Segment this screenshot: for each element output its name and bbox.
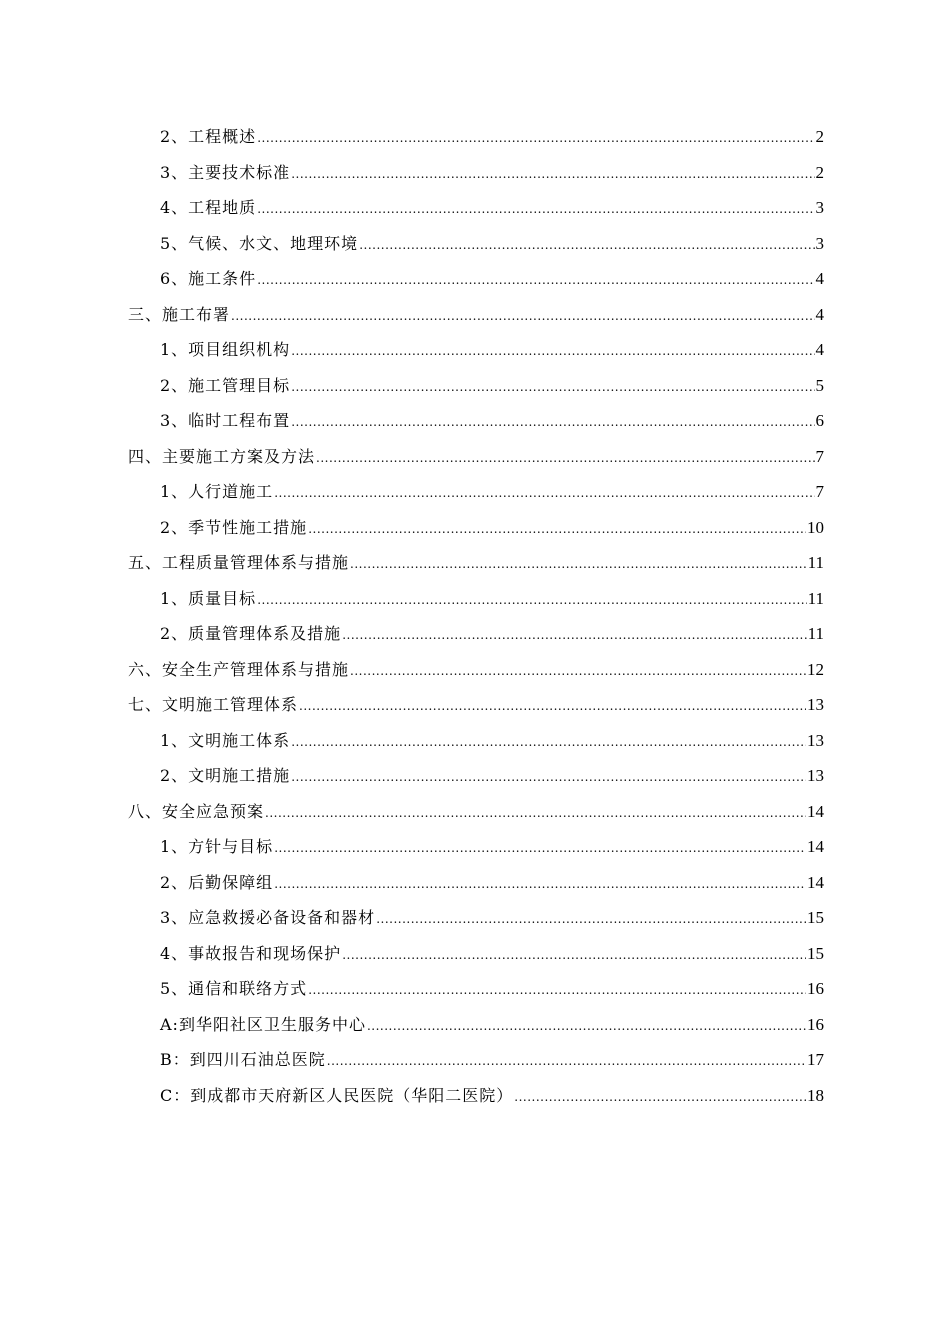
toc-entry-page: 3 <box>815 233 824 253</box>
toc-entry-title: 2、季节性施工措施 <box>160 517 308 537</box>
toc-entry-page: 14 <box>807 837 824 856</box>
toc-entry[interactable] <box>128 652 824 688</box>
toc-dot-leader <box>257 192 814 228</box>
toc-entry-title: 1、质量目标 <box>160 588 257 608</box>
toc-entry-title: 四、主要施工方案及方法 <box>128 446 316 466</box>
toc-dot-leader <box>308 973 806 1009</box>
toc-dot-leader <box>274 831 806 867</box>
toc-entry-page: 3 <box>815 198 824 217</box>
toc-entry-page: 10 <box>807 517 824 537</box>
toc-dot-leader <box>327 1044 806 1080</box>
toc-entry-title: 1、方针与目标 <box>160 837 274 856</box>
toc-dot-leader <box>359 228 814 264</box>
toc-entry[interactable] <box>128 723 824 759</box>
toc-entry-title: 三、施工布署 <box>128 304 231 324</box>
toc-dot-leader <box>257 583 806 619</box>
toc-dot-leader <box>265 796 806 832</box>
toc-entry-page: 12 <box>807 659 824 679</box>
toc-dot-leader <box>350 654 806 690</box>
toc-entry-page: 15 <box>807 908 824 927</box>
toc-dot-leader <box>291 370 814 406</box>
toc-entry-page: 13 <box>807 730 824 750</box>
toc-dot-leader <box>274 867 806 903</box>
toc-entry[interactable] <box>128 403 824 439</box>
toc-entry-page: 4 <box>815 340 824 359</box>
toc-entry-page: 5 <box>815 375 824 395</box>
toc-entry[interactable] <box>128 332 824 368</box>
toc-entry[interactable] <box>128 581 824 617</box>
toc-dot-leader <box>291 334 814 370</box>
toc-entry-page: 15 <box>807 943 824 963</box>
table-of-contents <box>128 119 824 1113</box>
toc-entry[interactable] <box>128 190 824 226</box>
toc-dot-leader <box>291 725 806 761</box>
toc-dot-leader <box>316 441 814 477</box>
toc-entry-page: 14 <box>807 801 824 821</box>
toc-entry-title: C：到成都市天府新区人民医院（华阳二医院） <box>160 1085 514 1105</box>
toc-entry-title: 2、质量管理体系及措施 <box>160 624 342 643</box>
toc-entry-page: 4 <box>815 269 824 288</box>
toc-dot-leader <box>299 689 806 725</box>
toc-entry[interactable] <box>128 510 824 546</box>
toc-entry-page: 18 <box>807 1085 824 1105</box>
toc-dot-leader <box>257 121 814 157</box>
toc-entry[interactable] <box>128 368 824 404</box>
toc-dot-leader <box>291 157 814 193</box>
toc-entry[interactable] <box>128 439 824 475</box>
toc-dot-leader <box>367 1009 806 1045</box>
toc-entry-page: 4 <box>815 304 824 324</box>
toc-entry-title: 4、事故报告和现场保护 <box>160 943 342 963</box>
toc-dot-leader <box>231 299 814 335</box>
toc-entry-page: 16 <box>807 1014 824 1034</box>
toc-entry-title: 2、后勤保障组 <box>160 872 274 892</box>
toc-entry-title: 五、工程质量管理体系与措施 <box>128 553 350 572</box>
toc-entry-title: A:到华阳社区卫生服务中心 <box>160 1014 366 1034</box>
toc-entry-title: 1、项目组织机构 <box>160 340 291 359</box>
toc-dot-leader <box>291 405 814 441</box>
toc-dot-leader <box>350 547 807 583</box>
toc-entry[interactable] <box>128 971 824 1007</box>
toc-entry-title: 3、临时工程布置 <box>160 411 291 430</box>
toc-dot-leader <box>342 938 806 974</box>
toc-entry[interactable] <box>128 545 824 581</box>
toc-entry[interactable] <box>128 261 824 297</box>
toc-entry-title: 七、文明施工管理体系 <box>128 695 299 714</box>
toc-entry-page: 17 <box>807 1050 824 1069</box>
toc-entry[interactable] <box>128 297 824 333</box>
toc-entry-title: 4、工程地质 <box>160 198 257 217</box>
toc-entry-page: 13 <box>807 695 824 714</box>
toc-entry[interactable] <box>128 758 824 794</box>
toc-dot-leader <box>308 512 806 548</box>
toc-dot-leader <box>376 902 806 938</box>
toc-entry-page: 16 <box>807 979 824 998</box>
toc-entry-page: 7 <box>815 482 824 501</box>
toc-entry-page: 11 <box>807 588 824 608</box>
toc-entry-page: 7 <box>815 446 824 466</box>
toc-entry[interactable] <box>128 829 824 865</box>
toc-entry[interactable] <box>128 794 824 830</box>
toc-entry[interactable] <box>128 936 824 972</box>
toc-entry-page: 14 <box>807 872 824 892</box>
toc-dot-leader <box>274 476 814 512</box>
toc-entry-page: 11 <box>807 553 824 572</box>
toc-entry[interactable] <box>128 1078 824 1114</box>
toc-dot-leader <box>291 760 806 796</box>
toc-entry-title: 2、工程概述 <box>160 127 257 146</box>
toc-dot-leader <box>257 263 814 299</box>
toc-entry-title: 1、文明施工体系 <box>160 730 291 750</box>
toc-entry-title: B：到四川石油总医院 <box>160 1050 326 1069</box>
toc-entry-title: 5、通信和联络方式 <box>160 979 308 998</box>
toc-entry-title: 6、施工条件 <box>160 269 257 288</box>
toc-entry[interactable] <box>128 474 824 510</box>
toc-dot-leader <box>342 618 806 654</box>
toc-dot-leader <box>514 1080 806 1116</box>
toc-entry-title: 2、文明施工措施 <box>160 766 291 785</box>
toc-entry-page: 13 <box>807 766 824 785</box>
toc-entry-page: 2 <box>815 127 824 146</box>
toc-entry-title: 5、气候、水文、地理环境 <box>160 233 359 253</box>
toc-entry[interactable] <box>128 900 824 936</box>
toc-entry[interactable] <box>128 155 824 191</box>
toc-entry-title: 3、主要技术标准 <box>160 162 291 182</box>
toc-entry[interactable] <box>128 1007 824 1043</box>
toc-entry[interactable] <box>128 226 824 262</box>
toc-entry-page: 6 <box>815 411 824 430</box>
toc-entry[interactable] <box>128 1042 824 1078</box>
toc-entry-page: 2 <box>815 162 824 182</box>
toc-entry-title: 3、应急救援必备设备和器材 <box>160 908 376 927</box>
toc-entry[interactable] <box>128 865 824 901</box>
toc-entry-title: 六、安全生产管理体系与措施 <box>128 659 350 679</box>
toc-entry[interactable] <box>128 616 824 652</box>
toc-entry-title: 八、安全应急预案 <box>128 801 265 821</box>
toc-entry[interactable] <box>128 119 824 155</box>
toc-entry[interactable] <box>128 687 824 723</box>
toc-entry-title: 2、施工管理目标 <box>160 375 291 395</box>
toc-entry-page: 11 <box>807 624 824 643</box>
toc-entry-title: 1、人行道施工 <box>160 482 274 501</box>
